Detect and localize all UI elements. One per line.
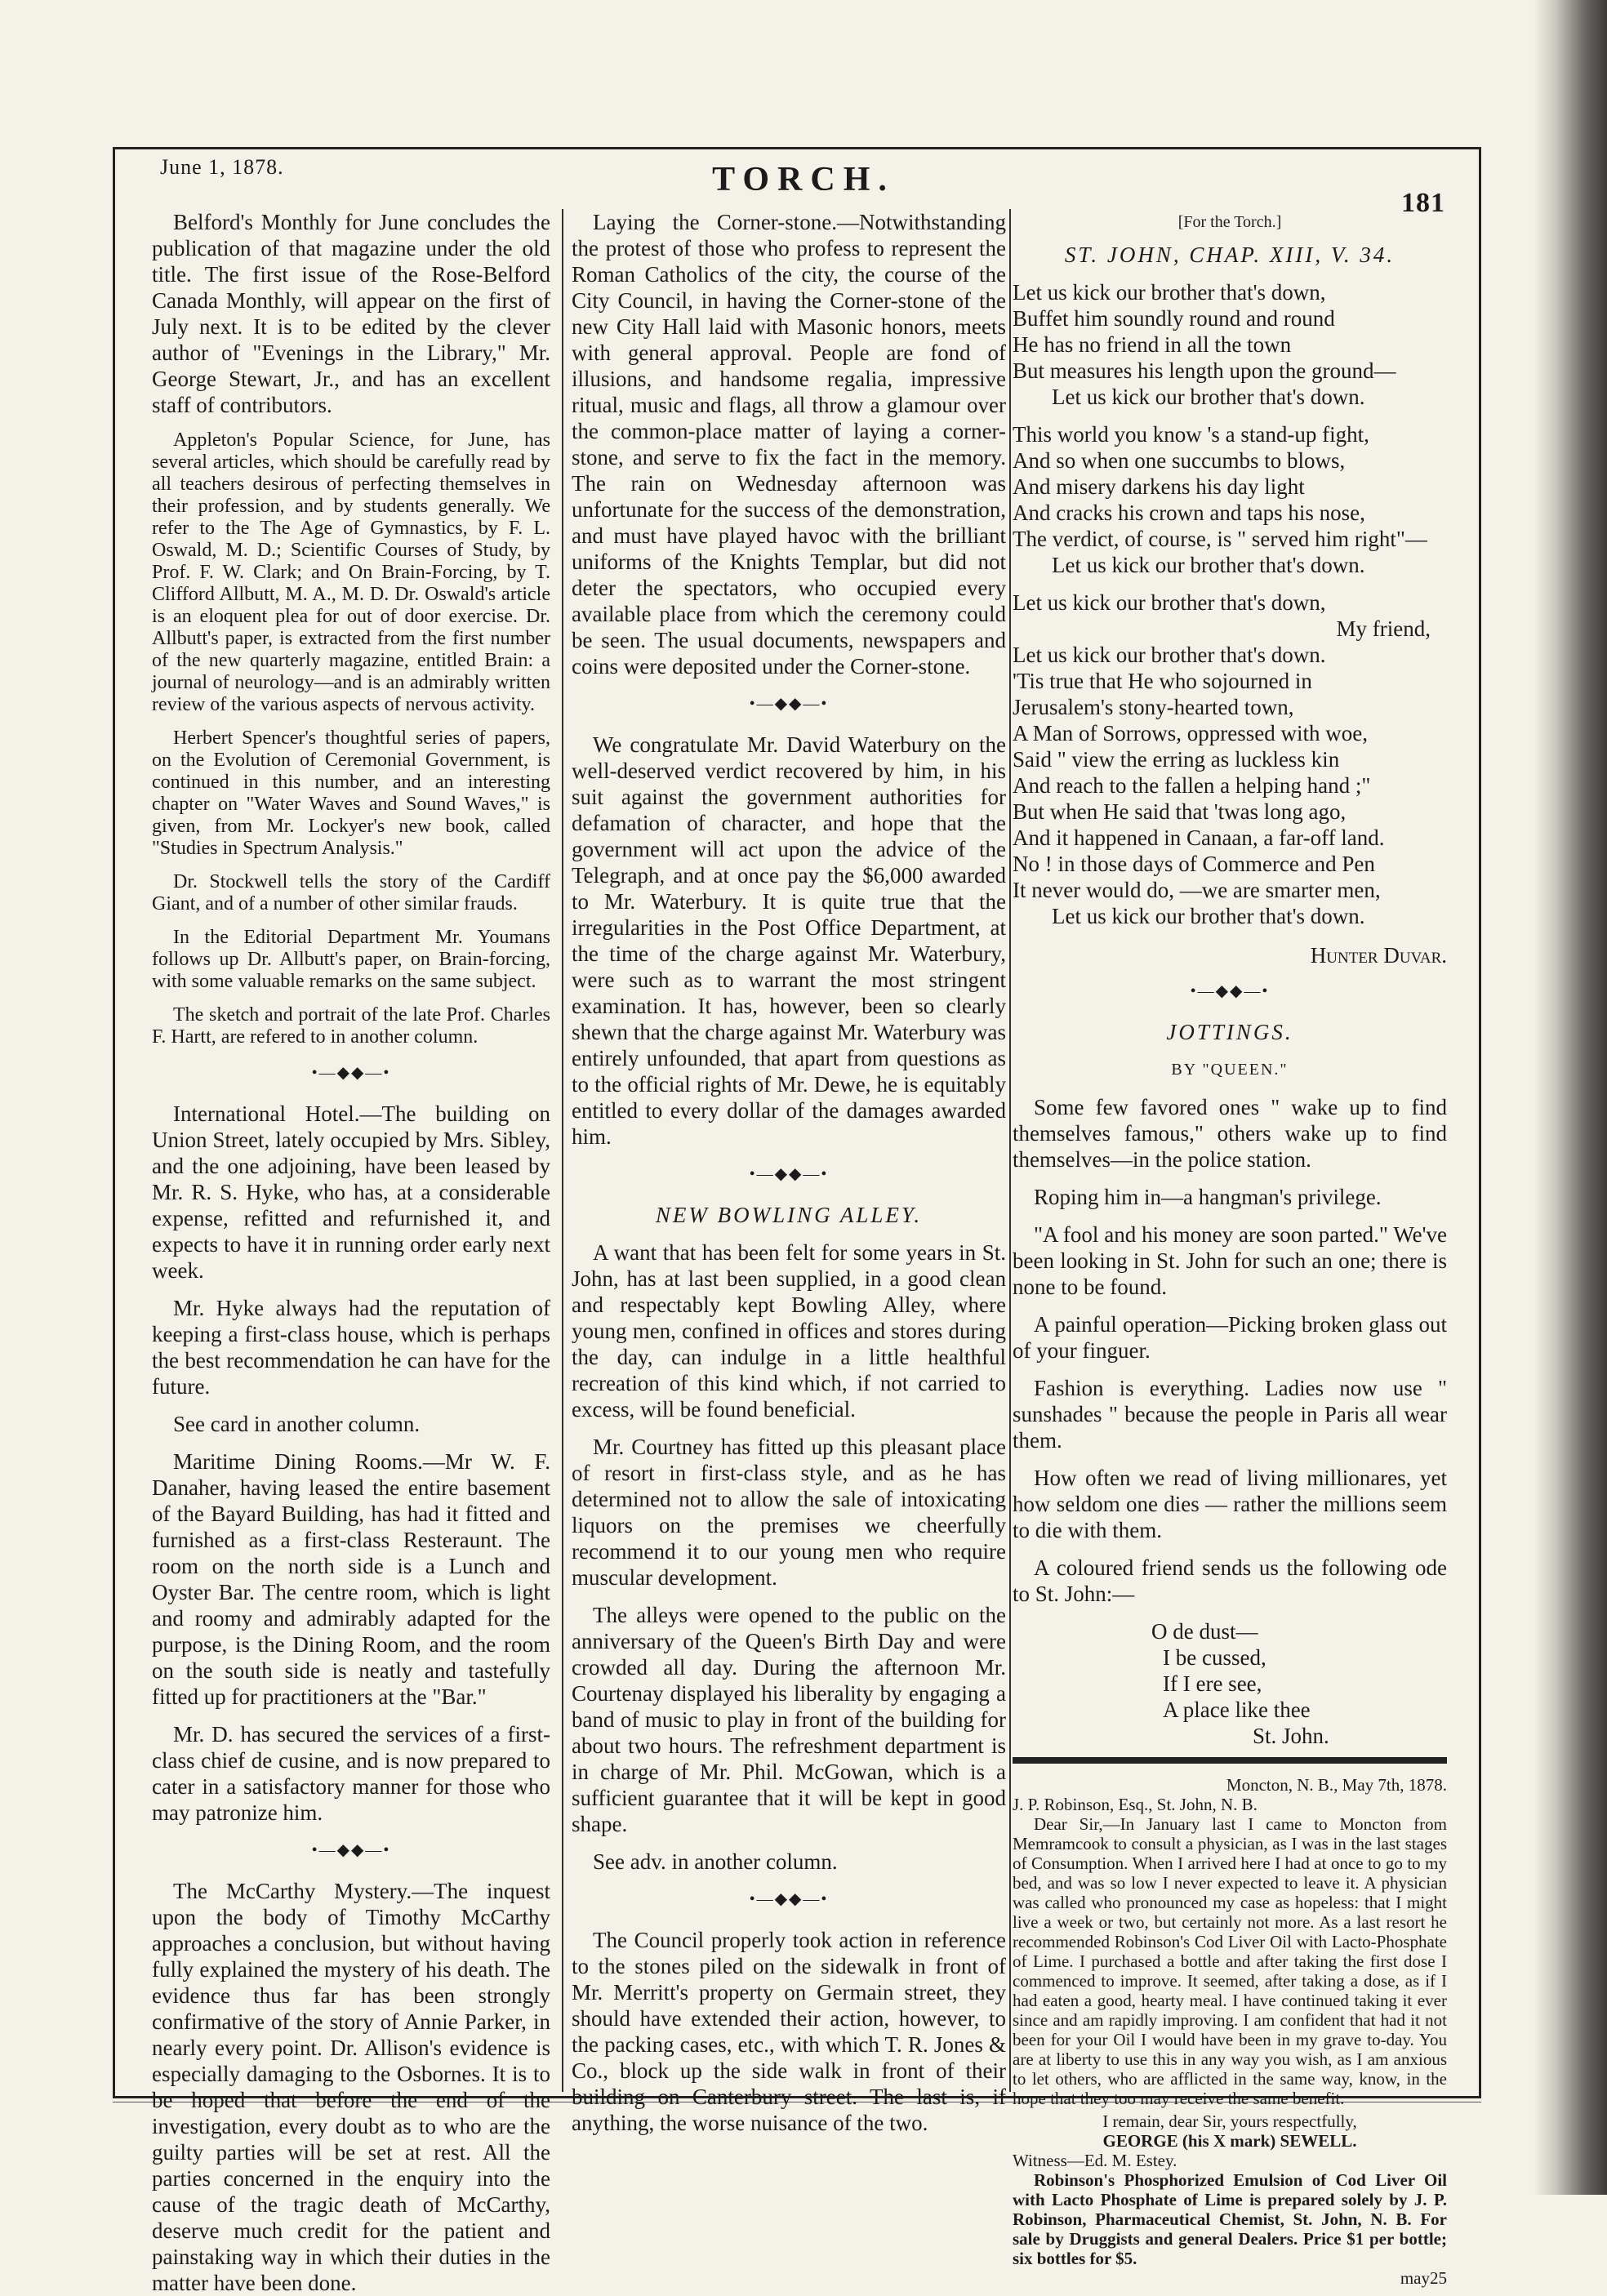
article-bowling-1: A want that has been felt for some years in St. John, has at last been supplied, in a good clean and respectably kept Bowling Alley, where young men, confined in offices and stores during the day, can indulge in a little healthful recreation of this kind which, if not carried to excess, will be found beneficial. — [572, 1240, 1006, 1422]
poem-line: This world you know 's a stand-up fight, — [1013, 422, 1369, 447]
poem-line: Let us kick our brother that's down, — [1013, 590, 1326, 615]
separator-ornament: •—◆◆—• — [1190, 982, 1270, 1000]
poem-line: Let us kick our brother that's down, — [1013, 280, 1326, 305]
poem-line: 'Tis true that He who sojourned in — [1013, 669, 1312, 693]
ad-letter: Dear Sir,—In January last I came to Moncton from Memramcook to consult a physician, as I was in the last stages of Consumption. When I arrived here I had at once to go to my bed, and was so low I never expected to leave it. A physician was called who pronounced my case as hopeless: that I might live a week or two, but certainly not more. As a last resort he recommended Robinson's Cod Liver Oil with Lacto-Phosphate of Lime. I purchased a bottle and after taking the first dose I commenced to improve. It seemed, after taking a dose, as if I had eaten a good, hearty meal. I have continued taking it ever since and am rapidly improving. I am confident that had it not been for your Oil I would have been in my grave to-day. You are at liberty to use this in any way you wish, as I am anxious to let others, who are afflicted in the same way, know, in the hope that they too may receive the same benefit. — [1013, 1814, 1447, 2108]
ad-address: J. P. Robinson, Esq., St. John, N. B. — [1013, 1795, 1258, 1814]
ad-close: I remain, dear Sir, yours respectfully, — [1102, 2111, 1357, 2131]
poem-line: Let us kick our brother that's down. — [1052, 553, 1365, 577]
separator-ornament: •—◆◆—• — [749, 695, 829, 713]
article-bowling-3: The alleys were opened to the public on the anniversary of the Queen's Birth Day and were crowded all day. During the afternoon Mr. Courtenay displayed his liberality by engaging a band of music to play in front of the building for about two hours. The refreshment department is in charge of Mr. Phil. McGowan, which is a sufficient guarantee that it will be kept in good shape. — [572, 1603, 1006, 1836]
jotting: A painful operation—Picking broken glass out of your finguer. — [1013, 1312, 1447, 1363]
jotting: Some few favored ones " wake up to find themselves famous," others wake up to find themselves—in the police station. — [1013, 1095, 1447, 1172]
poem-line: And it happened in Canaan, a far-off land. — [1013, 825, 1385, 850]
article-hotel: International Hotel.—The building on Union Street, lately occupied by Mrs. Sibley, and the one adjoining, have been leased by Mr. R. S. Hyke, who has, at a considerable expense, refitted and refurnished it, and expects to have it in running order early next week. — [152, 1101, 550, 1283]
ode-line: O de dust— — [1151, 1619, 1258, 1644]
poem-line: Jerusalem's stony-hearted town, — [1013, 695, 1294, 719]
poem-body — [1013, 279, 1447, 929]
ode-line: St. John. — [1253, 1724, 1329, 1748]
jottings-title: JOTTINGS. — [1166, 1020, 1293, 1044]
separator-ornament: •—◆◆—• — [749, 1165, 829, 1183]
ode-line: I be cussed, — [1163, 1645, 1266, 1670]
article-chef: Mr. D. has secured the services of a first-class chief de cusine, and is now prepared to cater in a satisfactory manner for those who may patronize him. — [152, 1722, 550, 1825]
article-youmans: In the Editorial Department Mr. Youmans follows up Dr. Allbutt's paper, on Brain-forcing, with some valuable remarks on the same subject. — [152, 927, 550, 992]
poem-author: Hunter Duvar. — [1310, 943, 1447, 968]
ad-dateline: Moncton, N. B., May 7th, 1878. — [1226, 1775, 1447, 1795]
column-2 — [572, 209, 1006, 2135]
poem-line: Let us kick our brother that's down. — [1052, 904, 1365, 928]
jotting: How often we read of living millionares, yet how seldom one dies — rather the millions seem to die with them. — [1013, 1466, 1447, 1542]
poem-line: My friend, — [1336, 616, 1431, 641]
column-rule-1 — [562, 209, 563, 2092]
article-waterbury: We congratulate Mr. David Waterbury on the well-deserved verdict recovered by him, in his suit against the government authorities for defamation of character, and hope that the government will act upon the advice of the Telegraph, and at once pay the $6,000 awarded to Mr. Waterbury. It is quite true that the irregularities in the Post Office Department, at the time of the charge against Mr. Waterbury, were such as to warrant the most stringent examination. It has, however, been so clearly shewn that the charge against Mr. Waterbury was entirely unfounded, that apart from questions as to the official rights of Mr. Dewe, he is equitably entitled to every dollar of the damages awarded him. — [572, 732, 1006, 1149]
article-hyke: Mr. Hyke always had the reputation of keeping a first-class house, which is perhaps the best recommendation he can have for the future. — [152, 1296, 550, 1399]
article-cornerstone: Laying the Corner-stone.—Notwithstanding the protest of those who profess to represent the Roman Catholics of the city, the course of the City Council, in having the Corner-stone of the new City Hall laid with Masonic honors, meets with general approval. People are fond of illusions, and handsome regalia, impressive ritual, music and flags, all throw a glamour over the common-place matter of laying a corner-stone, and serve to fix the fact in the memory. The rain on Wednesday afternoon was unfortunate for the success of the demonstration, and must have played havoc with the brilliant uniforms of the Knights Templar, but did not deter the spectators, who occupied every available place from which the ceremony could be seen. The usual documents, newspapers and coins were deposited under the Corner-stone. — [572, 210, 1006, 679]
article-see-card: See card in another column. — [173, 1412, 421, 1436]
column-1 — [152, 209, 550, 2295]
poem-line: And misery darkens his day light — [1013, 474, 1305, 499]
poem-line: But measures his length upon the ground— — [1013, 358, 1396, 383]
poem-line: No ! in those days of Commerce and Pen — [1013, 852, 1375, 876]
article-hartt: The sketch and portrait of the late Prof. Charles F. Hartt, are refered to in another column. — [152, 1004, 550, 1048]
ad-divider-bar — [1013, 1757, 1447, 1764]
ode-line: A place like thee — [1163, 1698, 1311, 1722]
jotting: Fashion is everything. Ladies now use " sunshades " because the people in Paris all wear them. — [1013, 1376, 1447, 1453]
jotting: A coloured friend sends us the following ode to St. John:— — [1013, 1555, 1447, 1606]
separator-ornament: •—◆◆—• — [749, 1890, 829, 1908]
bowling-heading: NEW BOWLING ALLEY. — [655, 1203, 923, 1227]
ode-verse — [1013, 1618, 1447, 1749]
page-number: 181 — [1401, 188, 1445, 218]
ad-signature: GEORGE (his X mark) SEWELL. — [1102, 2131, 1357, 2151]
poem-line: Said " view the erring as luckless kin — [1013, 747, 1340, 772]
article-spencer: Herbert Spencer's thoughtful series of papers, on the Evolution of Ceremonial Government, is continued in this number, and an interesting chapter on "Water Waves and Sound Waves," is given, from Mr. Lockyer's new book, called "Studies in Spectrum Analysis." — [152, 728, 550, 859]
poem-line: Let us kick our brother that's down. — [1013, 643, 1326, 667]
article-appleton: Appleton's Popular Science, for June, has several articles, which should be carefully read by all teachers desirous of perfecting themselves in their profession, and by students generally. We refer to the The Age of Gymnastics, by F. L. Oswald, M. D.; Scientific Courses of Study, by Prof. F. W. Clark; and On Brain-Forcing, by T. Clifford Allbutt, M. A., M. D. Dr. Oswald's article is an eloquent plea for out of door exercise. Dr. Allbutt's paper, is extracted from the first number of the new quarterly magazine, entitled Brain: a journal of neurology—and is an admirably written review of the various aspects of nervous activity. — [152, 429, 550, 715]
ode-line: If I ere see, — [1163, 1671, 1262, 1696]
jotting: "A fool and his money are soon parted." We've been looking in St. John for such an one; there is none to be found. — [1013, 1222, 1447, 1299]
article-see-adv: See adv. in another column. — [593, 1849, 838, 1874]
scan-edge — [1534, 0, 1607, 2195]
ad-witness: Witness—Ed. M. Estey. — [1013, 2151, 1177, 2170]
poem-line: And so when one succumbs to blows, — [1013, 448, 1346, 473]
poem-title: ST. JOHN, CHAP. XIII, V. 34. — [1064, 243, 1396, 267]
article-belford: Belford's Monthly for June concludes the publication of that magazine under the old title. The first issue of the Rose-Belford Canada Monthly, will appear on the first of July next. It is to be edited by the clever author of "Evenings in the Library," Mr. George Stewart, Jr., and has an excellent staff of contributors. — [152, 210, 550, 417]
column-3 — [1013, 209, 1447, 2288]
article-stockwell: Dr. Stockwell tells the story of the Cardiff Giant, and of a number of other similar frauds. — [152, 871, 550, 914]
poem-line: The verdict, of course, is " served him right"— — [1013, 527, 1427, 551]
separator-ornament: •—◆◆—• — [311, 1841, 391, 1859]
column-rule-2 — [1009, 209, 1011, 2092]
poem-line: He has no friend in all the town — [1013, 332, 1292, 357]
poem-line: But when He said that 'twas long ago, — [1013, 799, 1347, 824]
jotting: Roping him in—a hangman's privilege. — [1034, 1185, 1382, 1209]
poem-line: Buffet him soundly round and round — [1013, 306, 1335, 331]
poem-line: Let us kick our brother that's down. — [1052, 385, 1365, 409]
ad-product: Robinson's Phosphorized Emulsion of Cod Liver Oil with Lacto Phosphate of Lime is prepared solely by J. P. Robinson, Pharmaceutical Chemist, St. John, N. B. For sale by Druggists and general Dealers. Price $1 per bottle; six bottles for $5. — [1013, 2170, 1447, 2268]
article-maritime: Maritime Dining Rooms.—Mr W. F. Danaher, having leased the entire basement of the Bayard Building, has had it fitted and furnished as a first-class Resteraunt. The room on the north side is a Lunch and Oyster Bar. The centre room, which is light and roomy and admirably adapted for the purpose, is the Dining Room, and the room on the south side is neatly and tastefully fitted up for practitioners at the "Bar." — [152, 1449, 550, 1709]
separator-ornament: •—◆◆—• — [311, 1064, 391, 1082]
poem-line: And reach to the fallen a helping hand ;" — [1013, 773, 1371, 798]
article-council: The Council properly took action in reference to the stones piled on the sidewalk in front of Mr. Merritt's property on Germain street, they should have extended their action, however, to the packing cases, etc., with which T. R. Jones & Co., block up the side walk in front of their building on Canterbury street. The last is, if anything, the worse nuisance of the two. — [572, 1928, 1006, 2135]
poem-line: It never would do, —we are smarter men, — [1013, 878, 1381, 902]
jottings-byline: BY "QUEEN." — [1171, 1061, 1289, 1079]
poem-line: And cracks his crown and taps his nose, — [1013, 501, 1365, 525]
article-bowling-2: Mr. Courtney has fitted up this pleasant place of resort in first-class style, and as he has determined not to allow the sale of intoxicating liquors on the premises we cheerfully recommend it to our young men who require muscular development. — [572, 1435, 1006, 1590]
issue-date: June 1, 1878. — [160, 155, 284, 179]
ad-code: may25 — [1400, 2268, 1447, 2288]
article-mccarthy: The McCarthy Mystery.—The inquest upon the body of Timothy McCarthy approaches a conclusion, but without having fully explained the mystery of his death. The evidence thus far has been strongly confirmative of the story of Annie Parker, in nearly every point. Dr. Allison's evidence is especially damaging to the Osbornes. It is to be hoped that before the end of the investigation, every doubt as to who are the guilty parties will be set at rest. All the parties concerned in the enquiry into the cause of the tragic death of McCarthy, deserve much credit for the patient and painstaking way in which their duties in the matter have been done. — [152, 1879, 550, 2295]
poem-line: A Man of Sorrows, oppressed with woe, — [1013, 721, 1368, 745]
poem-source: [For the Torch.] — [1177, 213, 1282, 231]
masthead-title: TORCH. — [712, 161, 895, 198]
